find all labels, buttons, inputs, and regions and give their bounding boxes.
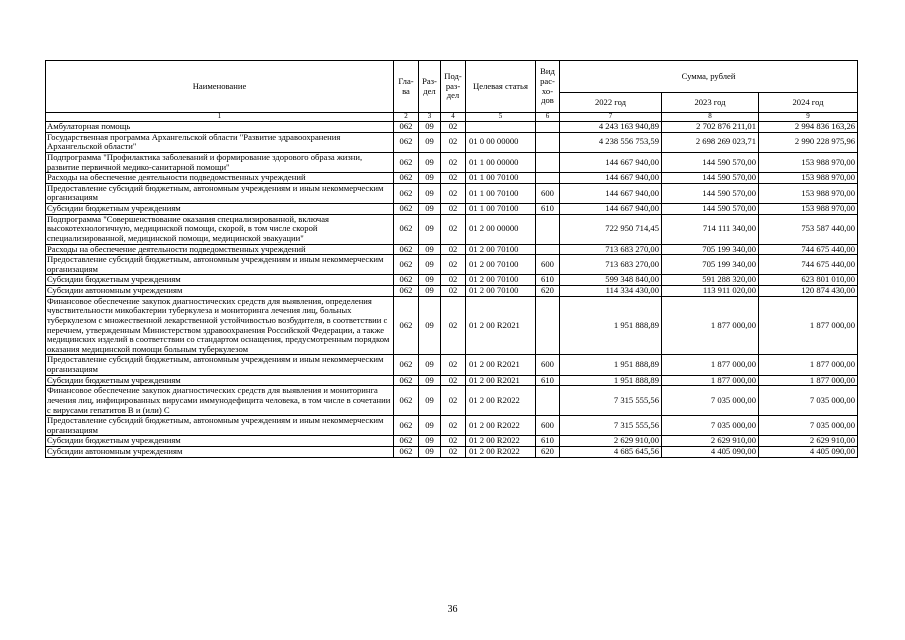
row-vid-cell: 610: [536, 436, 560, 447]
row-sum-2023-cell: 1 877 000,00: [662, 375, 759, 386]
row-sum-2022-cell: 144 667 940,00: [560, 204, 662, 215]
row-razdel-cell: 09: [419, 375, 441, 386]
row-name-cell: Субсидии бюджетным учреждениям: [46, 275, 394, 286]
row-podrazdel-cell: 02: [441, 255, 466, 275]
row-podrazdel-cell: 02: [441, 275, 466, 286]
col-number: 2: [394, 113, 419, 122]
table-row: [46, 183, 858, 203]
row-sum-2024-cell: 1 877 000,00: [759, 355, 858, 375]
row-vid-cell: [536, 173, 560, 184]
row-podrazdel-cell: 02: [441, 386, 466, 416]
row-name-cell: Расходы на обеспечение деятельности подведомственных учреждений: [46, 173, 394, 184]
row-razdel-cell: 09: [419, 416, 441, 436]
row-podrazdel-cell: 02: [441, 214, 466, 244]
row-sum-2024-cell: 2 629 910,00: [759, 436, 858, 447]
row-glava-cell: 062: [394, 286, 419, 297]
row-vid-cell: 610: [536, 204, 560, 215]
row-target-cell: 01 1 00 70100: [466, 173, 536, 184]
col-number: 4: [441, 113, 466, 122]
row-glava-cell: 062: [394, 244, 419, 255]
row-sum-2023-cell: 591 288 320,00: [662, 275, 759, 286]
table-header: [46, 61, 858, 122]
row-sum-2022-cell: 2 629 910,00: [560, 436, 662, 447]
row-glava-cell: 062: [394, 173, 419, 184]
row-podrazdel-cell: 02: [441, 286, 466, 297]
row-razdel-cell: 09: [419, 447, 441, 458]
row-podrazdel-cell: 02: [441, 355, 466, 375]
row-sum-2022-cell: 7 315 555,56: [560, 386, 662, 416]
table-row: [46, 436, 858, 447]
row-name-cell: Подпрограмма "Совершенствование оказания специализированной, включая высокотехнологичную, медицинской помощи, скорой, в том числе скорой специализированной, медицинской помощи, медицинской эвакуации": [46, 214, 394, 244]
row-razdel-cell: 09: [419, 183, 441, 203]
page-number: 36: [447, 604, 458, 615]
row-sum-2023-cell: 1 877 000,00: [662, 296, 759, 355]
row-vid-cell: [536, 132, 560, 152]
row-sum-2023-cell: 2 629 910,00: [662, 436, 759, 447]
row-razdel-cell: 09: [419, 436, 441, 447]
row-podrazdel-cell: 02: [441, 447, 466, 458]
row-sum-2023-cell: 113 911 020,00: [662, 286, 759, 297]
row-glava-cell: 062: [394, 296, 419, 355]
row-sum-2022-cell: 114 334 430,00: [560, 286, 662, 297]
row-sum-2023-cell: 2 702 876 211,01: [662, 122, 759, 133]
row-target-cell: 01 2 00 R2022: [466, 386, 536, 416]
row-vid-cell: [536, 152, 560, 172]
row-vid-cell: 620: [536, 286, 560, 297]
row-target-cell: 01 2 00 R2022: [466, 436, 536, 447]
row-razdel-cell: 09: [419, 173, 441, 184]
table-row: [46, 416, 858, 436]
header-year-2023: 2023 год: [662, 93, 759, 113]
col-number: 3: [419, 113, 441, 122]
row-sum-2024-cell: 153 988 970,00: [759, 204, 858, 215]
row-sum-2022-cell: 722 950 714,45: [560, 214, 662, 244]
row-glava-cell: 062: [394, 132, 419, 152]
table-row: [46, 386, 858, 416]
row-target-cell: 01 2 00 70100: [466, 255, 536, 275]
row-sum-2024-cell: 2 994 836 163,26: [759, 122, 858, 133]
header-sum: Сумма, рублей: [560, 61, 858, 93]
row-podrazdel-cell: 02: [441, 132, 466, 152]
header-target: Целевая статья: [466, 61, 536, 113]
row-sum-2022-cell: 144 667 940,00: [560, 173, 662, 184]
col-number: 9: [759, 113, 858, 122]
row-sum-2023-cell: 714 111 340,00: [662, 214, 759, 244]
row-sum-2022-cell: 144 667 940,00: [560, 183, 662, 203]
row-podrazdel-cell: 02: [441, 244, 466, 255]
header-vid: Вид рас-хо-дов: [536, 61, 560, 113]
col-number: 8: [662, 113, 759, 122]
row-razdel-cell: 09: [419, 296, 441, 355]
row-name-cell: Подпрограмма "Профилактика заболеваний и формирование здорового образа жизни, развитие первичной медико-санитарной помощи": [46, 152, 394, 172]
table-row: [46, 214, 858, 244]
row-target-cell: 01 2 00 R2022: [466, 416, 536, 436]
row-target-cell: 01 2 00 00000: [466, 214, 536, 244]
row-sum-2023-cell: 4 405 090,00: [662, 447, 759, 458]
row-glava-cell: 062: [394, 255, 419, 275]
row-glava-cell: 062: [394, 355, 419, 375]
row-name-cell: Предоставление субсидий бюджетным, автономным учреждениям и иным некоммерческим организациям: [46, 416, 394, 436]
row-razdel-cell: 09: [419, 152, 441, 172]
row-name-cell: Финансовое обеспечение закупок диагностических средств для выявления и мониторинга лечения лиц, инфицированных вирусами иммунодефицита человека, в том числе в сочетании с вирусами гепатитов В и (или) С: [46, 386, 394, 416]
row-vid-cell: [536, 122, 560, 133]
row-podrazdel-cell: 02: [441, 296, 466, 355]
row-glava-cell: 062: [394, 214, 419, 244]
row-sum-2024-cell: 153 988 970,00: [759, 152, 858, 172]
row-name-cell: Предоставление субсидий бюджетным, автономным учреждениям и иным некоммерческим организациям: [46, 255, 394, 275]
row-target-cell: [466, 122, 536, 133]
header-name: Наименование: [46, 61, 394, 113]
row-name-cell: Субсидии бюджетным учреждениям: [46, 436, 394, 447]
row-sum-2024-cell: 7 035 000,00: [759, 386, 858, 416]
row-razdel-cell: 09: [419, 214, 441, 244]
table-body: [46, 122, 858, 458]
row-razdel-cell: 09: [419, 244, 441, 255]
row-sum-2022-cell: 1 951 888,89: [560, 375, 662, 386]
row-podrazdel-cell: 02: [441, 375, 466, 386]
table-row: [46, 286, 858, 297]
row-target-cell: 01 1 00 70100: [466, 204, 536, 215]
row-target-cell: 01 2 00 70100: [466, 244, 536, 255]
row-target-cell: 01 2 00 R2021: [466, 375, 536, 386]
row-name-cell: Финансовое обеспечение закупок диагностических средств для выявления, определения чувствительности микобактерии туберкулеза и мониторинга лечения лиц, больных туберкулезом с множественной лекарственной устойчивостью возбудителя, в соответствии с перечнем, утвержденным Министерством здравоохранения Российской Федерации, а также медицинских изделий в соответствии со стандартом оснащения, предусмотренным порядком оказания медицинской помощи больным туберкулезом: [46, 296, 394, 355]
row-vid-cell: 610: [536, 375, 560, 386]
row-name-cell: Государственная программа Архангельской области "Развитие здравоохранения Архангельской области": [46, 132, 394, 152]
row-razdel-cell: 09: [419, 204, 441, 215]
row-vid-cell: [536, 296, 560, 355]
row-sum-2024-cell: 753 587 440,00: [759, 214, 858, 244]
table-row: [46, 375, 858, 386]
row-glava-cell: 062: [394, 204, 419, 215]
col-number: 6: [536, 113, 560, 122]
row-sum-2023-cell: 7 035 000,00: [662, 416, 759, 436]
row-razdel-cell: 09: [419, 122, 441, 133]
row-sum-2024-cell: 744 675 440,00: [759, 255, 858, 275]
row-sum-2024-cell: 153 988 970,00: [759, 173, 858, 184]
row-sum-2022-cell: 599 348 840,00: [560, 275, 662, 286]
row-sum-2022-cell: 4 685 645,56: [560, 447, 662, 458]
row-sum-2023-cell: 144 590 570,00: [662, 152, 759, 172]
row-podrazdel-cell: 02: [441, 204, 466, 215]
row-podrazdel-cell: 02: [441, 122, 466, 133]
document-page: [45, 60, 857, 458]
row-vid-cell: [536, 244, 560, 255]
table-row: [46, 244, 858, 255]
row-sum-2023-cell: 144 590 570,00: [662, 183, 759, 203]
col-number: 7: [560, 113, 662, 122]
row-sum-2023-cell: 144 590 570,00: [662, 204, 759, 215]
table-row: [46, 275, 858, 286]
row-sum-2024-cell: 1 877 000,00: [759, 296, 858, 355]
row-name-cell: Субсидии автономным учреждениям: [46, 286, 394, 297]
row-podrazdel-cell: 02: [441, 416, 466, 436]
row-sum-2024-cell: 4 405 090,00: [759, 447, 858, 458]
row-glava-cell: 062: [394, 386, 419, 416]
row-name-cell: Амбулаторная помощь: [46, 122, 394, 133]
row-sum-2023-cell: 705 199 340,00: [662, 244, 759, 255]
table-row: [46, 122, 858, 133]
row-name-cell: Расходы на обеспечение деятельности подведомственных учреждений: [46, 244, 394, 255]
row-podrazdel-cell: 02: [441, 436, 466, 447]
row-podrazdel-cell: 02: [441, 173, 466, 184]
row-sum-2022-cell: 144 667 940,00: [560, 152, 662, 172]
row-sum-2024-cell: 1 877 000,00: [759, 375, 858, 386]
row-sum-2022-cell: 1 951 888,89: [560, 355, 662, 375]
row-sum-2024-cell: 153 988 970,00: [759, 183, 858, 203]
row-name-cell: Субсидии бюджетным учреждениям: [46, 204, 394, 215]
header-year-2022: 2022 год: [560, 93, 662, 113]
table-row: [46, 152, 858, 172]
row-target-cell: 01 2 00 R2021: [466, 296, 536, 355]
row-vid-cell: 620: [536, 447, 560, 458]
row-target-cell: 01 1 00 70100: [466, 183, 536, 203]
row-sum-2022-cell: 4 243 163 940,89: [560, 122, 662, 133]
row-target-cell: 01 2 00 R2022: [466, 447, 536, 458]
row-vid-cell: [536, 214, 560, 244]
row-sum-2024-cell: 744 675 440,00: [759, 244, 858, 255]
row-podrazdel-cell: 02: [441, 152, 466, 172]
row-target-cell: 01 0 00 00000: [466, 132, 536, 152]
row-sum-2023-cell: 705 199 340,00: [662, 255, 759, 275]
column-number-row: [46, 113, 858, 122]
row-sum-2023-cell: 1 877 000,00: [662, 355, 759, 375]
header-glava: Гла-ва: [394, 61, 419, 113]
row-target-cell: 01 1 00 00000: [466, 152, 536, 172]
col-number: 1: [46, 113, 394, 122]
budget-table: [45, 60, 858, 458]
table-row: [46, 204, 858, 215]
table-row: [46, 447, 858, 458]
row-vid-cell: [536, 386, 560, 416]
row-sum-2022-cell: 713 683 270,00: [560, 255, 662, 275]
row-vid-cell: 600: [536, 255, 560, 275]
row-glava-cell: 062: [394, 183, 419, 203]
row-sum-2023-cell: 144 590 570,00: [662, 173, 759, 184]
row-glava-cell: 062: [394, 122, 419, 133]
row-sum-2022-cell: 7 315 555,56: [560, 416, 662, 436]
row-sum-2024-cell: 2 990 228 975,96: [759, 132, 858, 152]
row-glava-cell: 062: [394, 447, 419, 458]
row-glava-cell: 062: [394, 416, 419, 436]
row-razdel-cell: 09: [419, 275, 441, 286]
header-podrazdel: Под-раз-дел: [441, 61, 466, 113]
col-number: 5: [466, 113, 536, 122]
row-glava-cell: 062: [394, 375, 419, 386]
row-vid-cell: 600: [536, 416, 560, 436]
table-row: [46, 355, 858, 375]
row-razdel-cell: 09: [419, 386, 441, 416]
row-sum-2022-cell: 1 951 888,89: [560, 296, 662, 355]
row-name-cell: Субсидии бюджетным учреждениям: [46, 375, 394, 386]
row-sum-2022-cell: 4 238 556 753,59: [560, 132, 662, 152]
row-sum-2023-cell: 2 698 269 023,71: [662, 132, 759, 152]
row-name-cell: Предоставление субсидий бюджетным, автономным учреждениям и иным некоммерческим организациям: [46, 355, 394, 375]
row-razdel-cell: 09: [419, 132, 441, 152]
row-name-cell: Предоставление субсидий бюджетным, автономным учреждениям и иным некоммерческим организациям: [46, 183, 394, 203]
row-target-cell: 01 2 00 R2021: [466, 355, 536, 375]
row-glava-cell: 062: [394, 152, 419, 172]
header-year-2024: 2024 год: [759, 93, 858, 113]
row-sum-2024-cell: 120 874 430,00: [759, 286, 858, 297]
row-vid-cell: 600: [536, 183, 560, 203]
row-target-cell: 01 2 00 70100: [466, 286, 536, 297]
row-glava-cell: 062: [394, 436, 419, 447]
row-sum-2023-cell: 7 035 000,00: [662, 386, 759, 416]
table-row: [46, 255, 858, 275]
row-target-cell: 01 2 00 70100: [466, 275, 536, 286]
row-razdel-cell: 09: [419, 255, 441, 275]
row-sum-2024-cell: 7 035 000,00: [759, 416, 858, 436]
row-sum-2024-cell: 623 801 010,00: [759, 275, 858, 286]
row-podrazdel-cell: 02: [441, 183, 466, 203]
row-sum-2022-cell: 713 683 270,00: [560, 244, 662, 255]
row-name-cell: Субсидии автономным учреждениям: [46, 447, 394, 458]
row-vid-cell: 600: [536, 355, 560, 375]
row-razdel-cell: 09: [419, 355, 441, 375]
header-razdel: Раз-дел: [419, 61, 441, 113]
row-razdel-cell: 09: [419, 286, 441, 297]
table-row: [46, 132, 858, 152]
table-row: [46, 296, 858, 355]
row-glava-cell: 062: [394, 275, 419, 286]
row-vid-cell: 610: [536, 275, 560, 286]
table-row: [46, 173, 858, 184]
